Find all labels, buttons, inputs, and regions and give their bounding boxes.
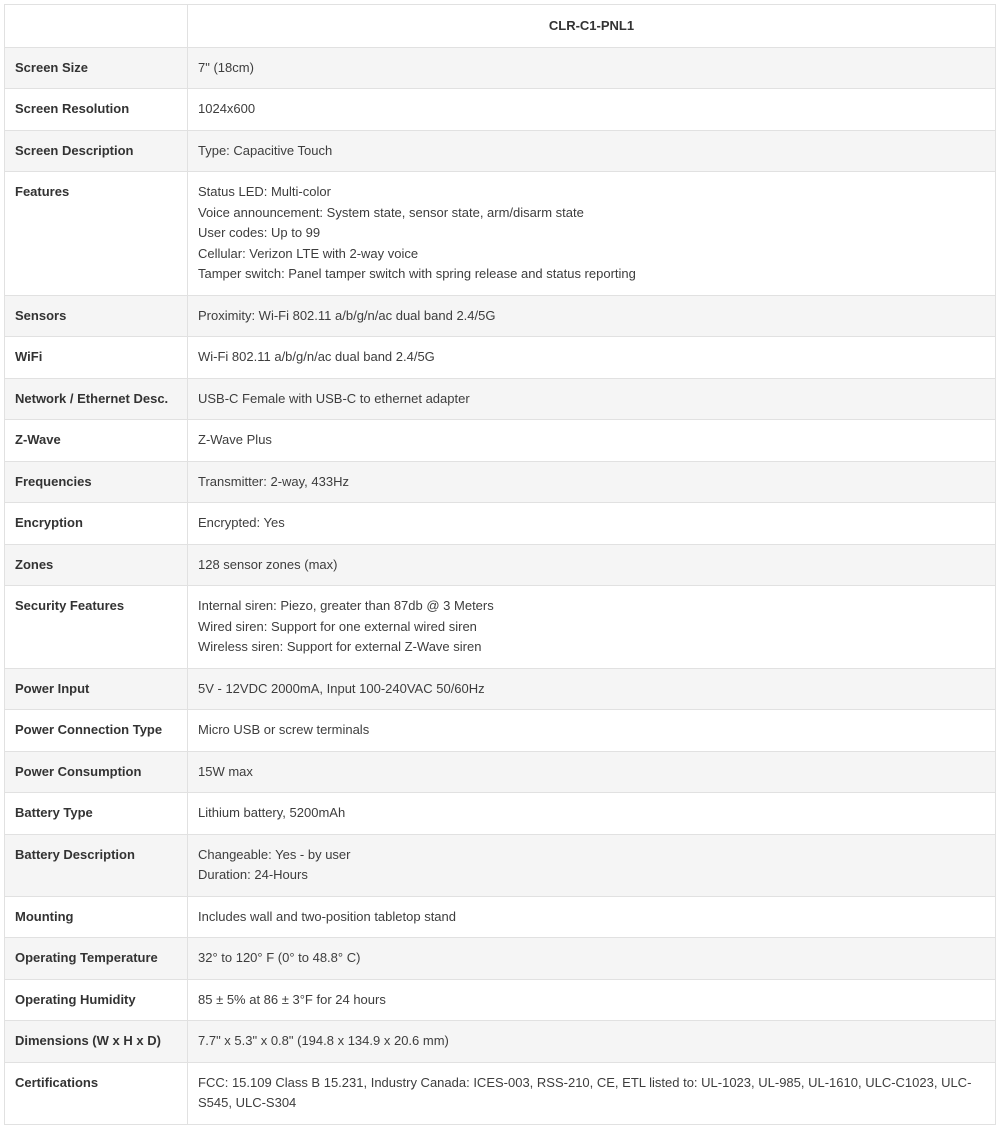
- spec-label: Power Connection Type: [5, 710, 188, 752]
- spec-row: [5, 938, 996, 980]
- spec-value-line: Duration: 24-Hours: [198, 867, 308, 882]
- spec-value-line: 85 ± 5% at 86 ± 3°F for 24 hours: [198, 991, 386, 1007]
- spec-value: [188, 503, 996, 545]
- spec-label: Mounting: [5, 896, 188, 938]
- spec-value-line: 32° to 120° F (0° to 48.8° C): [198, 950, 361, 965]
- spec-value: [188, 710, 996, 752]
- spec-row: [5, 172, 996, 296]
- spec-label: Encryption: [5, 503, 188, 545]
- spec-value: [188, 1021, 996, 1063]
- spec-value: [188, 420, 996, 462]
- spec-row: [5, 337, 996, 379]
- spec-value-line: FCC: 15.109 Class B 15.231, Industry Canada: ICES-003, RSS-210, CE, ETL listed to: UL-1023, UL-985, UL-1610, ULC-C1023, ULC-S545, ULC-S304: [198, 1074, 972, 1110]
- spec-value-line: Tamper switch: Panel tamper switch with spring release and status reporting: [198, 266, 636, 281]
- spec-value-line: Proximity: Wi-Fi 802.11 a/b/g/n/ac dual band 2.4/5G: [198, 307, 496, 323]
- spec-value: [188, 378, 996, 420]
- spec-value: [188, 834, 996, 896]
- spec-value-line: Encrypted: Yes: [198, 515, 285, 530]
- spec-value-line: Micro USB or screw terminals: [198, 722, 370, 737]
- spec-row: [5, 89, 996, 131]
- spec-value-line: 15W max: [198, 763, 253, 779]
- spec-label: Screen Description: [5, 130, 188, 172]
- spec-row: [5, 295, 996, 337]
- spec-row: [5, 896, 996, 938]
- spec-value: [188, 172, 996, 296]
- spec-value-line: Includes wall and two-position tabletop stand: [198, 908, 456, 924]
- spec-label: Operating Humidity: [5, 979, 188, 1021]
- spec-value-line: Status LED: Multi-color: [198, 184, 331, 199]
- spec-row: [5, 710, 996, 752]
- spec-value: [188, 793, 996, 835]
- spec-value: [188, 751, 996, 793]
- spec-value-line: User codes: Up to 99: [198, 225, 321, 240]
- header-corner-cell: [5, 5, 188, 48]
- spec-label: Network / Ethernet Desc.: [5, 378, 188, 420]
- spec-label: Z-Wave: [5, 420, 188, 462]
- spec-label: Power Consumption: [5, 751, 188, 793]
- spec-value-line: Lithium battery, 5200mAh: [198, 805, 346, 820]
- spec-label: Operating Temperature: [5, 938, 188, 980]
- model-name-header: CLR-C1-PNL1: [188, 5, 996, 48]
- spec-value: [188, 1062, 996, 1124]
- spec-row: [5, 751, 996, 793]
- spec-value: [188, 544, 996, 586]
- spec-label: Screen Resolution: [5, 89, 188, 131]
- spec-label: Screen Size: [5, 47, 188, 89]
- spec-value-line: Changeable: Yes - by user: [198, 846, 351, 862]
- spec-value-line: Transmitter: 2-way, 433Hz: [198, 473, 349, 489]
- spec-value-line: 128 sensor zones (max): [198, 556, 338, 572]
- spec-value-line: Type: Capacitive Touch: [198, 142, 333, 158]
- spec-value-line: Wired siren: Support for one external wired siren: [198, 618, 477, 634]
- spec-value: [188, 979, 996, 1021]
- spec-value-line: Z-Wave Plus: [198, 432, 272, 447]
- spec-value-line: 7.7" x 5.3" x 0.8" (194.8 x 134.9 x 20.6 mm): [198, 1033, 449, 1048]
- spec-row: [5, 979, 996, 1021]
- spec-label: Security Features: [5, 586, 188, 669]
- spec-value-line: Cellular: Verizon LTE with 2-way voice: [198, 245, 419, 261]
- spec-row: [5, 793, 996, 835]
- spec-value: [188, 938, 996, 980]
- spec-value-line: 7" (18cm): [198, 59, 254, 75]
- spec-table: [4, 4, 996, 1125]
- spec-label: Battery Type: [5, 793, 188, 835]
- spec-row: [5, 1021, 996, 1063]
- spec-value-line: 5V - 12VDC 2000mA, Input 100-240VAC 50/60Hz: [198, 680, 485, 696]
- spec-value-line: Voice announcement: System state, sensor state, arm/disarm state: [198, 204, 584, 220]
- header-row: [5, 5, 996, 48]
- spec-row: [5, 130, 996, 172]
- spec-value: [188, 295, 996, 337]
- spec-row: [5, 1062, 996, 1124]
- spec-label: Dimensions (W x H x D): [5, 1021, 188, 1063]
- spec-value: [188, 586, 996, 669]
- spec-table-header: [5, 5, 996, 48]
- spec-label: Frequencies: [5, 461, 188, 503]
- spec-value-line: Internal siren: Piezo, greater than 87db @ 3 Meters: [198, 598, 494, 613]
- spec-value-line: 1024x600: [198, 101, 256, 116]
- spec-row: [5, 420, 996, 462]
- spec-value: [188, 896, 996, 938]
- spec-row: [5, 544, 996, 586]
- spec-value: [188, 461, 996, 503]
- spec-label: Certifications: [5, 1062, 188, 1124]
- spec-row: [5, 378, 996, 420]
- spec-row: [5, 586, 996, 669]
- spec-row: [5, 668, 996, 710]
- spec-value: [188, 337, 996, 379]
- spec-table-body: [5, 47, 996, 1124]
- spec-row: [5, 461, 996, 503]
- spec-row: [5, 834, 996, 896]
- spec-label: Features: [5, 172, 188, 296]
- spec-label: Sensors: [5, 295, 188, 337]
- spec-value: [188, 668, 996, 710]
- spec-value-line: Wireless siren: Support for external Z-Wave siren: [198, 639, 482, 654]
- spec-label: WiFi: [5, 337, 188, 379]
- spec-label: Power Input: [5, 668, 188, 710]
- spec-value: [188, 130, 996, 172]
- spec-row: [5, 47, 996, 89]
- spec-value-line: USB-C Female with USB-C to ethernet adapter: [198, 390, 470, 406]
- spec-label: Battery Description: [5, 834, 188, 896]
- spec-label: Zones: [5, 544, 188, 586]
- spec-row: [5, 503, 996, 545]
- spec-value: [188, 47, 996, 89]
- spec-value: [188, 89, 996, 131]
- spec-value-line: Wi-Fi 802.11 a/b/g/n/ac dual band 2.4/5G: [198, 349, 435, 364]
